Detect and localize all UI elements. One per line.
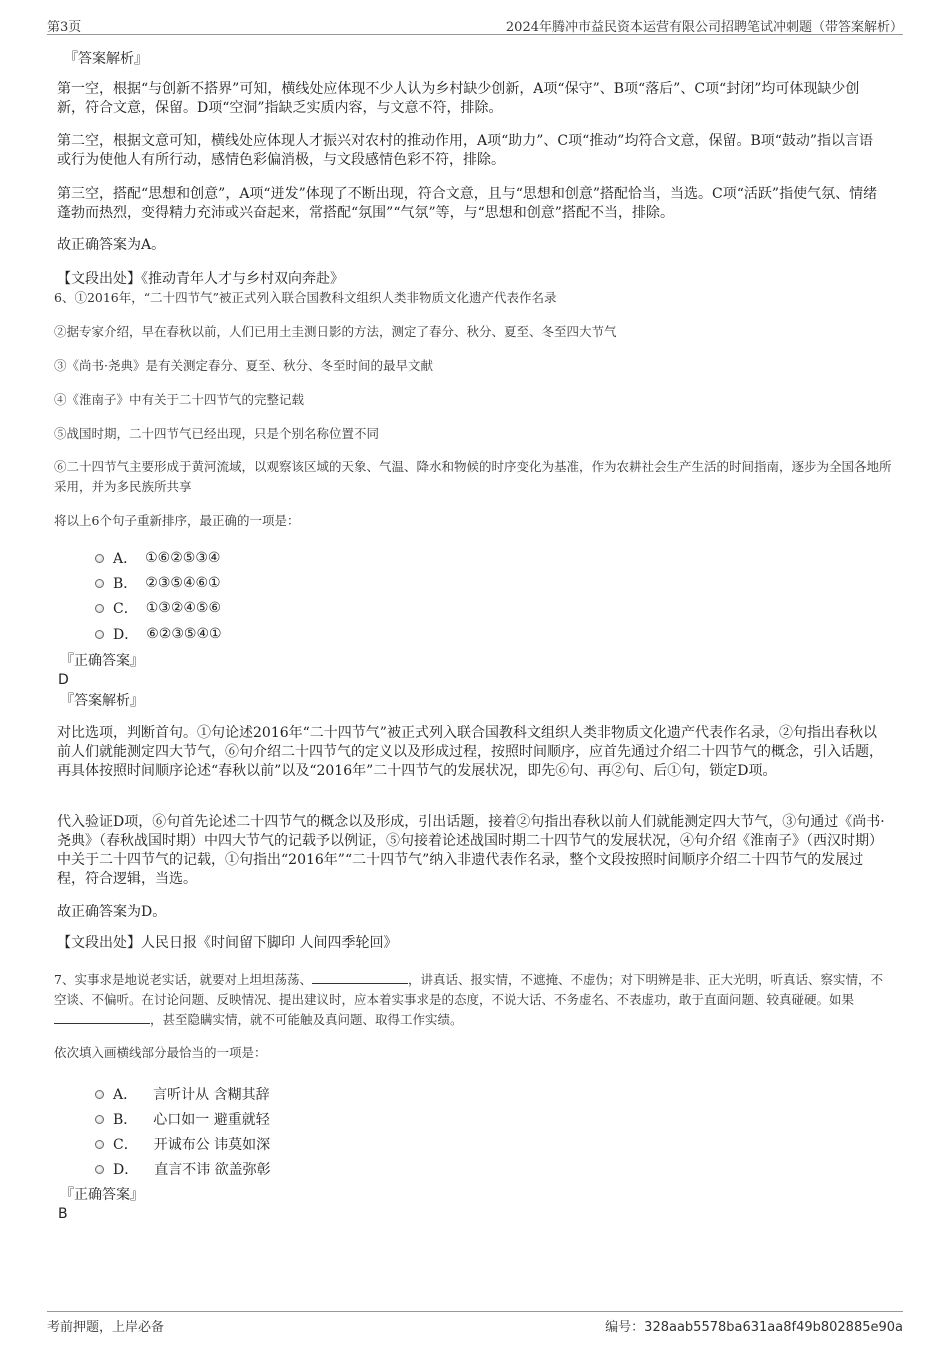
q7-blank-2[interactable] [54, 1011, 150, 1024]
q6-analysis-p2: 代入验证D项，⑥句首先论述二十四节气的概念以及形成，引出话题，接着②句指出春秋以前人们就能测定四大节气，③句通过《尚书·尧典》（春秋战国时期）中四大节气的记载予以例证，⑤句接着论述战国时期二十四节气的发展状况，④句介绍《淮南子》（西汉时期）中关于二十四节气的记载，①句指出“2016年”“二十四节气”纳入非遗代表作名录，整个文段按照时间顺序介绍二十四节气的发展过程，符合逻辑，当选。 [57, 814, 885, 887]
page-number: 第3页 [47, 20, 82, 35]
q7-answer: B [58, 1206, 68, 1222]
q6-answer-heading: 『正确答案』 [60, 653, 144, 669]
q6-source: 【文段出处】人民日报《时间留下脚印 人间四季轮回》 [57, 935, 398, 951]
radio-icon[interactable] [95, 604, 104, 613]
radio-icon[interactable] [95, 1140, 104, 1149]
radio-icon[interactable] [95, 554, 104, 563]
q5-analysis-heading: 『答案解析』 [64, 51, 148, 67]
document-code: 编号：328aab5578ba631aa8f49b802885e90a [605, 1320, 903, 1335]
document-title: 2024年腾冲市益民资本运营有限公司招聘笔试冲刺题（带答案解析） [505, 20, 903, 35]
q6-sentence-2: ②据专家介绍，早在春秋以前，人们已用土圭测日影的方法，测定了春分、秋分、夏至、冬至四大节气 [54, 324, 617, 339]
q6-prompt: 将以上6个句子重新排序，最正确的一项是： [54, 513, 300, 528]
q5-source: 【文段出处】《推动青年人才与乡村双向奔赴》 [57, 271, 344, 287]
q6-answer: D [58, 672, 69, 688]
radio-icon[interactable] [95, 1165, 104, 1174]
radio-icon[interactable] [95, 579, 104, 588]
page-footer [47, 1311, 903, 1342]
q6-option-a[interactable]: A． ①⑥②⑤③④ [95, 548, 220, 568]
q6-option-c[interactable]: C． ①③②④⑤⑥ [95, 598, 221, 618]
q6-sentence-5: ⑤战国时期，二十四节气已经出现，只是个别名称位置不同 [54, 426, 380, 441]
footer-slogan: 考前押题，上岸必备 [47, 1320, 165, 1335]
q7-option-c[interactable]: C． 开诚布公 讳莫如深 [95, 1134, 270, 1154]
q5-analysis-p1: 第一空，根据“与创新不搭界”可知，横线处应体现不少人认为乡村缺少创新，A项“保守”、B项“落后”、C项“封闭”均可体现缺少创新，符合文意，保留。D项“空洞”指缺乏实质内容，与文意不符，排除。 [57, 81, 860, 116]
q7-option-d[interactable]: D． 直言不讳 欲盖弥彰 [95, 1159, 271, 1179]
q7-option-a[interactable]: A． 言听计从 含糊其辞 [95, 1084, 270, 1104]
q7-blank-1[interactable] [312, 971, 408, 984]
q5-analysis-conclusion: 故正确答案为A。 [57, 237, 166, 253]
q6-option-d[interactable]: D． ⑥②③⑤④① [95, 624, 222, 644]
q6-analysis-p1: 对比选项，判断首句。①句论述2016年“二十四节气”被正式列入联合国教科文组织人类非物质文化遗产代表作名录，②句指出春秋以前人们就能测定四大节气，⑥句介绍二十四节气的定义以及形成过程，按照时间顺序，应首先通过介绍二十四节气的概念，引入话题，再具体按照时间顺序论述“春秋以前”以及“2016年”二十四节气的发展状况，即先⑥句、再②句、后①句，锁定D项。 [57, 725, 883, 779]
q6-option-b[interactable]: B． ②③⑤④⑥① [95, 573, 221, 593]
q5-analysis-p3: 第三空，搭配“思想和创意”，A项“迸发”体现了不断出现，符合文意，且与“思想和创意”搭配恰当，当选。C项“活跃”指使气氛、情绪蓬勃而热烈，变得精力充沛或兴奋起来，常搭配“氛围”“气氛”等，与“思想和创意”搭配不当，排除。 [57, 186, 878, 221]
q7-question: 7、实事求是地说老实话，就要对上坦坦荡荡、 ，讲真话、报实情，不遮掩、不虚伪；对下明辨是非、正大光明，听真话、察实情，不空谈、不偏听。在讨论问题、反映情况、提出建议时，应本着实事求是的态度，不说大话、不务虚名、不表虚功，敢于直面问题、较真碰硬。如果，甚至隐瞒实情，就不可能触及真问题、取得工作实绩。 [54, 972, 883, 1027]
q6-sentence-6: ⑥二十四节气主要形成于黄河流域，以观察该区域的天象、气温、降水和物候的时序变化为基准，作为农耕社会生产生活的时间指南，逐步为全国各地所采用，并为多民族所共享 [54, 459, 892, 494]
page-header [47, 12, 903, 35]
radio-icon[interactable] [95, 630, 104, 639]
q6-analysis-conclusion: 故正确答案为D。 [57, 904, 167, 920]
radio-icon[interactable] [95, 1090, 104, 1099]
q6-sentence-4: ④《淮南子》中有关于二十四节气的完整记载 [54, 392, 305, 407]
q5-analysis-p2: 第二空，根据文意可知，横线处应体现人才振兴对农村的推动作用，A项“助力”、C项“推动”均符合文意，保留。B项“鼓动”指以言语或行为使他人有所行动，感情色彩偏消极，与文段感情色彩不符，排除。 [57, 133, 874, 168]
q6-sentence-1: 6、①2016年，“二十四节气”被正式列入联合国教科文组织人类非物质文化遗产代表作名录 [54, 290, 557, 305]
q7-prompt: 依次填入画横线部分最恰当的一项是： [54, 1045, 267, 1060]
q6-sentence-3: ③《尚书·尧典》是有关测定春分、夏至、秋分、冬至时间的最早文献 [54, 358, 433, 373]
radio-icon[interactable] [95, 1115, 104, 1124]
q7-option-b[interactable]: B． 心口如一 避重就轻 [95, 1109, 270, 1129]
q6-analysis-heading: 『答案解析』 [60, 693, 144, 709]
q7-answer-heading: 『正确答案』 [60, 1187, 144, 1203]
